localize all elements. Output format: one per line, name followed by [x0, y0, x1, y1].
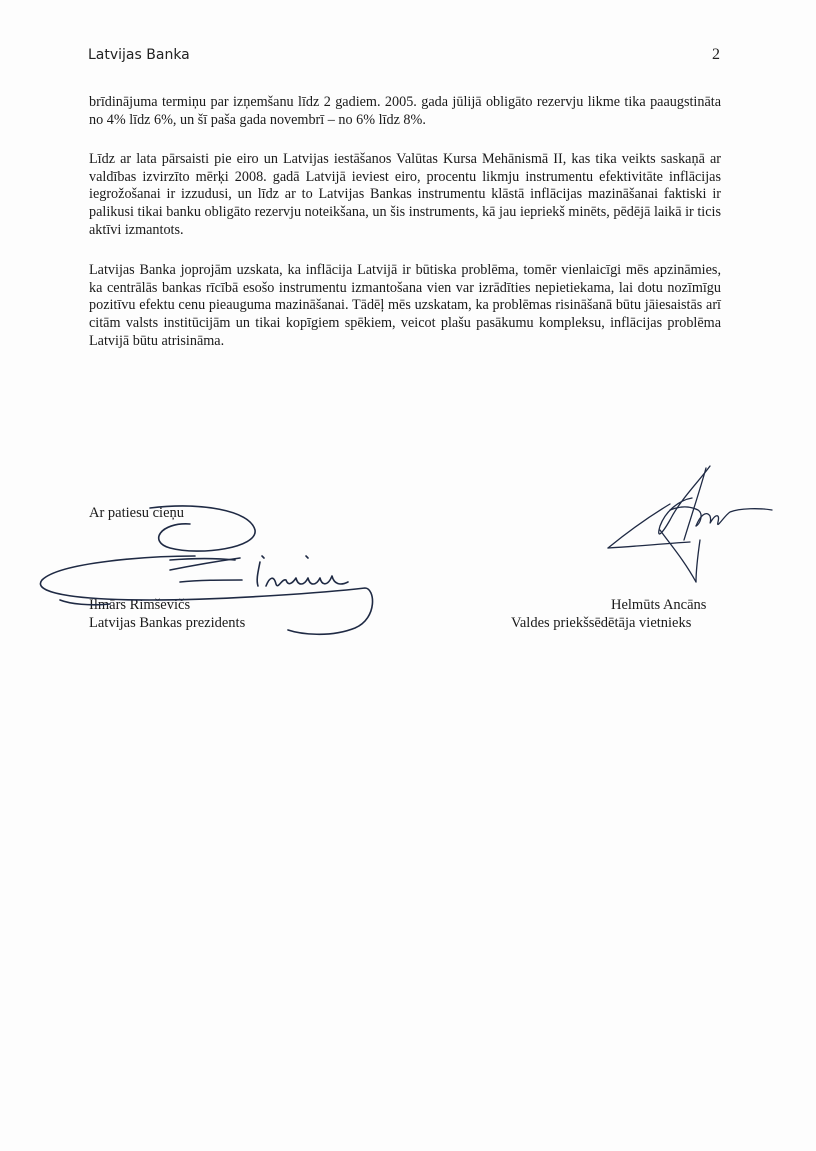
header-organization: Latvijas Banka — [88, 47, 190, 63]
left-signatory-name: Ilmārs Rimšēvičs — [89, 597, 191, 613]
left-signatory-title: Latvijas Bankas prezidents — [89, 615, 246, 631]
page-number: 2 — [712, 46, 720, 63]
body-paragraph-2: Līdz ar lata pārsaisti pie eiro un Latvijas iestāšanos Valūtas Kursa Mehānismā II, kas tika veikts saskaņā ar valdības izvirzīto mērķi 2008. gadā Latvijā ieviest eiro, procentu likmju instrumentu efektivitāte inflācijas iegrožošanai ir izzudusi, un līdz ar to Latvijas Bankas instrumentu klāstā inflācijas mazināšanai faktiski ir palikusi tikai banku obligāto rezervju noteikšana, un šis instruments, kā jau iepriekš minēts, pēdējā laikā ir ticis aktīvi izmantots. — [89, 151, 721, 238]
body-paragraph-3: Latvijas Banka joprojām uzskata, ka inflācija Latvijā ir būtiska problēma, tomēr vienlaicīgi mēs apzināmies, ka centrālās bankas rīcībā esošo instrumentu izmantošana vien var izrādīties nepietiekama, lai dotu nozīmīgu pozitīvu efektu cenu pieauguma mazināšanai. Tādēļ mēs uzskatam, ka problēmas risināšanā būtu jāiesaistās arī citām valsts institūcijām un tikai kopīgiem spēkiem, veicot plašu pasākumu kompleksu, inflācijas problēma Latvijā būtu atrisināma. — [89, 262, 721, 349]
left-handwritten-signature — [30, 500, 390, 650]
body-paragraph-1: brīdinājuma termiņu par izņemšanu līdz 2 gadiem. 2005. gada jūlijā obligāto rezervju likme tika paaugstināta no 4% līdz 6%, un šī paša gada novembrī – no 6% līdz 8%. — [89, 94, 721, 128]
closing-salutation: Ar patiesu cieņu — [89, 505, 185, 521]
right-signatory-name: Helmūts Ancāns — [611, 597, 707, 613]
right-signatory-title: Valdes priekšsēdētāja vietnieks — [511, 615, 692, 631]
right-handwritten-signature — [600, 460, 780, 590]
